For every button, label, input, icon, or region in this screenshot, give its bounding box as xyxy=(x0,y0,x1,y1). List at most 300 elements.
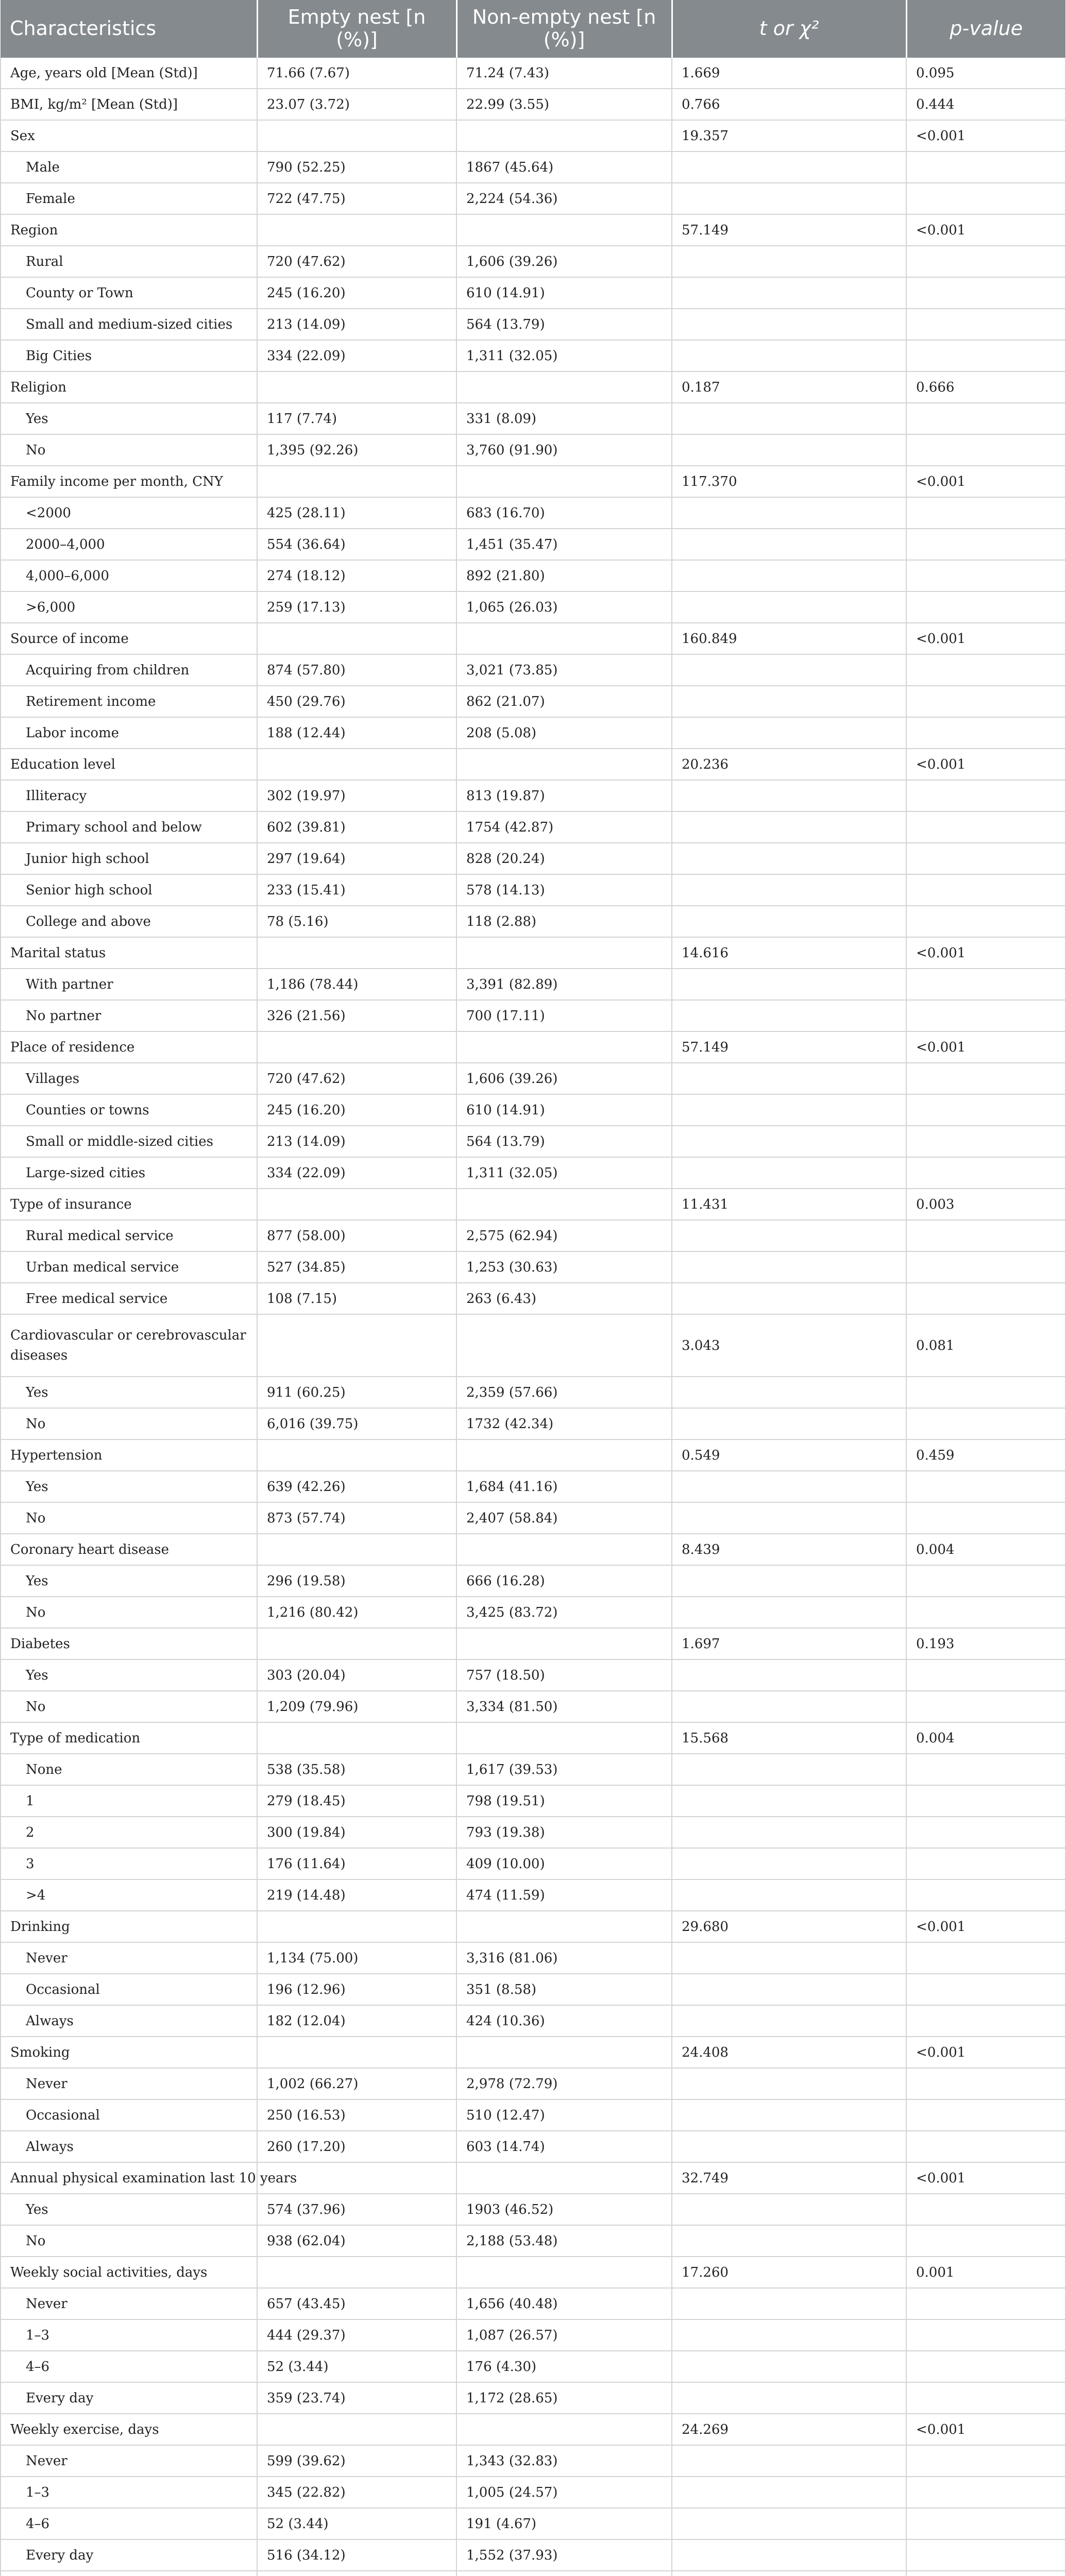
non-empty-nest-cell xyxy=(456,1534,672,1565)
table-subrow xyxy=(1,1848,1065,1879)
statistic-cell xyxy=(672,1157,906,1189)
table-subrow xyxy=(1,2068,1065,2099)
statistic-cell: 8.439 xyxy=(672,1534,906,1565)
table-subrow xyxy=(1,1094,1065,1126)
p-value-cell xyxy=(906,1408,1065,1439)
characteristic-cell: Source of income xyxy=(1,623,257,654)
table-subrow xyxy=(1,1126,1065,1157)
statistic-cell xyxy=(672,780,906,811)
characteristic-cell: Sex xyxy=(1,120,257,151)
characteristic-cell: Never xyxy=(1,2445,257,2477)
table-subrow xyxy=(1,1785,1065,1817)
characteristic-cell: >6,000 xyxy=(1,591,257,623)
statistic-cell: 57.149 xyxy=(672,214,906,246)
empty-nest-cell: 1,186 (78.44) xyxy=(257,969,456,1000)
empty-nest-cell: 334 (22.09) xyxy=(257,340,456,371)
p-value-cell xyxy=(906,340,1065,371)
table-subrow xyxy=(1,2539,1065,2571)
table-subrow xyxy=(1,906,1065,937)
non-empty-nest-cell: 1867 (45.64) xyxy=(456,151,672,183)
characteristic-cell: Counties or towns xyxy=(1,1094,257,1126)
characteristic-cell: Illiteracy xyxy=(1,780,257,811)
characteristic-cell: 4,000–6,000 xyxy=(1,560,257,591)
p-value-cell xyxy=(906,2477,1065,2508)
characteristic-cell: Never xyxy=(1,2068,257,2099)
non-empty-nest-cell xyxy=(456,2571,672,2576)
characteristic-cell: 1 xyxy=(1,1785,257,1817)
p-value-cell: <0.001 xyxy=(906,1031,1065,1063)
table-subrow xyxy=(1,780,1065,811)
characteristic-cell: No xyxy=(1,2225,257,2257)
table-category-row xyxy=(1,623,1065,654)
non-empty-nest-cell: 793 (19.38) xyxy=(456,1817,672,1848)
characteristic-cell: Free medical service xyxy=(1,1283,257,1314)
characteristic-cell: Always xyxy=(1,2131,257,2162)
statistic-cell xyxy=(672,2068,906,2099)
table-subrow xyxy=(1,497,1065,529)
characteristic-cell xyxy=(1,2571,257,2576)
table-subrow xyxy=(1,560,1065,591)
non-empty-nest-cell: 610 (14.91) xyxy=(456,1094,672,1126)
non-empty-nest-cell: 813 (19.87) xyxy=(456,780,672,811)
empty-nest-cell: 874 (57.80) xyxy=(257,654,456,686)
table-subrow xyxy=(1,654,1065,686)
empty-nest-cell: 302 (19.97) xyxy=(257,780,456,811)
p-value-cell: <0.001 xyxy=(906,2414,1065,2445)
table-subrow xyxy=(1,1220,1065,1251)
table-subrow xyxy=(1,246,1065,277)
characteristic-cell: Always xyxy=(1,2005,257,2037)
table-subrow xyxy=(1,1817,1065,1848)
non-empty-nest-cell: 1,684 (41.16) xyxy=(456,1471,672,1502)
statistic-cell xyxy=(672,2319,906,2351)
empty-nest-cell xyxy=(257,1189,456,1220)
empty-nest-cell xyxy=(257,466,456,497)
non-empty-nest-cell: 862 (21.07) xyxy=(456,686,672,717)
characteristic-cell: Yes xyxy=(1,1565,257,1597)
non-empty-nest-cell: 1,451 (35.47) xyxy=(456,529,672,560)
characteristic-cell: 3 xyxy=(1,1848,257,1879)
statistic-cell xyxy=(672,1126,906,1157)
characteristic-cell: Small and medium-sized cities xyxy=(1,309,257,340)
empty-nest-cell: 516 (34.12) xyxy=(257,2539,456,2571)
empty-nest-cell: 538 (35.58) xyxy=(257,1754,456,1785)
empty-nest-cell xyxy=(257,2414,456,2445)
characteristic-cell: Every day xyxy=(1,2539,257,2571)
statistic-cell: 17.260 xyxy=(672,2257,906,2288)
characteristic-cell: College and above xyxy=(1,906,257,937)
statistic-cell xyxy=(672,2539,906,2571)
table-subrow xyxy=(1,2319,1065,2351)
p-value-cell xyxy=(906,1659,1065,1691)
p-value-cell xyxy=(906,2508,1065,2539)
non-empty-nest-cell: 1,656 (40.48) xyxy=(456,2288,672,2319)
non-empty-nest-cell xyxy=(456,749,672,780)
statistic-cell xyxy=(672,2351,906,2382)
empty-nest-cell xyxy=(257,1722,456,1754)
empty-nest-cell: 574 (37.96) xyxy=(257,2194,456,2225)
table-category-row xyxy=(1,1189,1065,1220)
characteristic-cell: Female xyxy=(1,183,257,214)
p-value-cell: <0.001 xyxy=(906,2037,1065,2068)
table-subrow xyxy=(1,2131,1065,2162)
characteristic-cell: Religion xyxy=(1,371,257,403)
p-value-cell xyxy=(906,591,1065,623)
p-value-cell xyxy=(906,1220,1065,1251)
non-empty-nest-cell: 1,343 (32.83) xyxy=(456,2445,672,2477)
empty-nest-cell: 52 (3.44) xyxy=(257,2351,456,2382)
table-subrow xyxy=(1,2382,1065,2414)
statistic-cell xyxy=(672,654,906,686)
table-category-row xyxy=(1,2162,1065,2194)
empty-nest-cell xyxy=(257,1439,456,1471)
empty-nest-cell: 23.07 (3.72) xyxy=(257,89,456,120)
statistic-cell xyxy=(672,969,906,1000)
p-value-cell xyxy=(906,1597,1065,1628)
characteristic-cell: Yes xyxy=(1,1659,257,1691)
statistic-cell xyxy=(672,183,906,214)
characteristic-cell: Occasional xyxy=(1,2099,257,2131)
characteristic-cell: Yes xyxy=(1,1471,257,1502)
characteristic-cell: <2000 xyxy=(1,497,257,529)
empty-nest-cell: 326 (21.56) xyxy=(257,1000,456,1031)
empty-nest-cell: 599 (39.62) xyxy=(257,2445,456,2477)
non-empty-nest-cell xyxy=(456,1031,672,1063)
statistic-cell: 15.568 xyxy=(672,1722,906,1754)
characteristic-cell: Primary school and below xyxy=(1,811,257,843)
non-empty-nest-cell: 2,978 (72.79) xyxy=(456,2068,672,2099)
table-category-row xyxy=(1,214,1065,246)
p-value-cell: 0.081 xyxy=(906,1314,1065,1377)
table-category-row xyxy=(1,1722,1065,1754)
statistic-cell xyxy=(672,1817,906,1848)
table-header xyxy=(1,0,1065,58)
statistic-cell: 117.370 xyxy=(672,466,906,497)
p-value-cell: 0.003 xyxy=(906,1189,1065,1220)
non-empty-nest-cell xyxy=(456,1628,672,1659)
empty-nest-cell: 602 (39.81) xyxy=(257,811,456,843)
statistic-cell xyxy=(672,2477,906,2508)
statistic-cell: 32.749 xyxy=(672,2162,906,2194)
non-empty-nest-cell: 118 (2.88) xyxy=(456,906,672,937)
non-empty-nest-cell: 1,311 (32.05) xyxy=(456,340,672,371)
non-empty-nest-cell: 892 (21.80) xyxy=(456,560,672,591)
empty-nest-cell xyxy=(257,2571,456,2576)
p-value-cell xyxy=(906,906,1065,937)
characteristic-cell: No xyxy=(1,1691,257,1722)
non-empty-nest-cell xyxy=(456,2257,672,2288)
characteristic-cell: 1–3 xyxy=(1,2477,257,2508)
characteristic-cell: Junior high school xyxy=(1,843,257,874)
table-subrow xyxy=(1,2477,1065,2508)
p-value-cell xyxy=(906,2068,1065,2099)
characteristic-cell: Region xyxy=(1,214,257,246)
characteristic-cell: Urban medical service xyxy=(1,1251,257,1283)
non-empty-nest-cell xyxy=(456,120,672,151)
p-value-cell xyxy=(906,1377,1065,1408)
table-category-row xyxy=(1,1031,1065,1063)
table-subrow xyxy=(1,1942,1065,1974)
non-empty-nest-cell xyxy=(456,937,672,969)
empty-nest-cell: 877 (58.00) xyxy=(257,1220,456,1251)
p-value-cell: 0.193 xyxy=(906,1628,1065,1659)
characteristic-cell: No xyxy=(1,1502,257,1534)
characteristic-cell: Never xyxy=(1,1942,257,1974)
empty-nest-cell: 444 (29.37) xyxy=(257,2319,456,2351)
statistic-cell xyxy=(672,309,906,340)
statistic-cell xyxy=(672,1659,906,1691)
p-value-cell: <0.001 xyxy=(906,749,1065,780)
p-value-cell xyxy=(906,403,1065,434)
empty-nest-cell: 873 (57.74) xyxy=(257,1502,456,1534)
empty-nest-cell: 274 (18.12) xyxy=(257,560,456,591)
p-value-cell xyxy=(906,717,1065,749)
non-empty-nest-cell: 757 (18.50) xyxy=(456,1659,672,1691)
characteristic-cell: Type of medication xyxy=(1,1722,257,1754)
table-subrow xyxy=(1,1377,1065,1408)
non-empty-nest-cell: 1903 (46.52) xyxy=(456,2194,672,2225)
table-subrow xyxy=(1,843,1065,874)
p-value-cell xyxy=(906,1879,1065,1911)
p-value-cell xyxy=(906,434,1065,466)
p-value-cell xyxy=(906,2288,1065,2319)
p-value-cell xyxy=(906,1817,1065,1848)
non-empty-nest-cell: 1,253 (30.63) xyxy=(456,1251,672,1283)
table-subrow xyxy=(1,2445,1065,2477)
table-subrow xyxy=(1,1597,1065,1628)
empty-nest-cell: 345 (22.82) xyxy=(257,2477,456,2508)
p-value-cell xyxy=(906,2571,1065,2576)
statistic-cell: 29.680 xyxy=(672,1911,906,1942)
p-value-cell: 0.444 xyxy=(906,89,1065,120)
statistic-cell xyxy=(672,906,906,937)
non-empty-nest-cell: 700 (17.11) xyxy=(456,1000,672,1031)
characteristic-cell: No xyxy=(1,1597,257,1628)
statistic-cell: 24.408 xyxy=(672,2037,906,2068)
statistic-cell xyxy=(672,2099,906,2131)
statistic-cell xyxy=(672,497,906,529)
p-value-cell xyxy=(906,277,1065,309)
statistic-cell xyxy=(672,1220,906,1251)
empty-nest-cell xyxy=(257,2257,456,2288)
statistic-cell xyxy=(672,1879,906,1911)
non-empty-nest-cell: 1,552 (37.93) xyxy=(456,2539,672,2571)
table-category-row xyxy=(1,937,1065,969)
empty-nest-cell: 1,395 (92.26) xyxy=(257,434,456,466)
table-subrow xyxy=(1,277,1065,309)
statistic-cell xyxy=(672,2288,906,2319)
empty-nest-cell xyxy=(257,1534,456,1565)
empty-nest-cell: 720 (47.62) xyxy=(257,1063,456,1094)
header-characteristics: Characteristics xyxy=(1,0,257,58)
statistic-cell xyxy=(672,151,906,183)
non-empty-nest-cell: 610 (14.91) xyxy=(456,277,672,309)
p-value-cell xyxy=(906,1094,1065,1126)
p-value-cell xyxy=(906,1283,1065,1314)
p-value-cell: <0.001 xyxy=(906,937,1065,969)
characteristic-cell: Education level xyxy=(1,749,257,780)
empty-nest-cell: 296 (19.58) xyxy=(257,1565,456,1597)
empty-nest-cell: 722 (47.75) xyxy=(257,183,456,214)
characteristic-cell: Diabetes xyxy=(1,1628,257,1659)
statistic-cell xyxy=(672,811,906,843)
characteristic-cell: Yes xyxy=(1,403,257,434)
empty-nest-cell: 1,002 (66.27) xyxy=(257,2068,456,2099)
empty-nest-cell: 52 (3.44) xyxy=(257,2508,456,2539)
table-subrow xyxy=(1,1251,1065,1283)
characteristic-cell: Weekly social activities, days xyxy=(1,2257,257,2288)
statistic-cell xyxy=(672,2131,906,2162)
characteristic-cell: Senior high school xyxy=(1,874,257,906)
p-value-cell xyxy=(906,654,1065,686)
empty-nest-cell: 720 (47.62) xyxy=(257,246,456,277)
p-value-cell xyxy=(906,780,1065,811)
p-value-cell: 0.001 xyxy=(906,2257,1065,2288)
non-empty-nest-cell: 3,425 (83.72) xyxy=(456,1597,672,1628)
empty-nest-cell: 657 (43.45) xyxy=(257,2288,456,2319)
empty-nest-cell: 213 (14.09) xyxy=(257,309,456,340)
p-value-cell xyxy=(906,2382,1065,2414)
p-value-cell: <0.001 xyxy=(906,2162,1065,2194)
characteristic-cell: Large-sized cities xyxy=(1,1157,257,1189)
non-empty-nest-cell: 176 (4.30) xyxy=(456,2351,672,2382)
characteristic-cell: Smoking xyxy=(1,2037,257,2068)
characteristic-cell: Type of insurance xyxy=(1,1189,257,1220)
empty-nest-cell: 1,209 (79.96) xyxy=(257,1691,456,1722)
table-subrow xyxy=(1,2194,1065,2225)
empty-nest-cell xyxy=(257,1628,456,1659)
non-empty-nest-cell: 666 (16.28) xyxy=(456,1565,672,1597)
header-empty-nest: Empty nest [n (%)] xyxy=(257,0,456,58)
statistic-cell xyxy=(672,1471,906,1502)
characteristic-cell: County or Town xyxy=(1,277,257,309)
non-empty-nest-cell: 1,311 (32.05) xyxy=(456,1157,672,1189)
statistic-cell xyxy=(672,1502,906,1534)
statistic-cell xyxy=(672,2382,906,2414)
non-empty-nest-cell: 2,575 (62.94) xyxy=(456,1220,672,1251)
statistic-cell: 11.431 xyxy=(672,1189,906,1220)
non-empty-nest-cell: 564 (13.79) xyxy=(456,309,672,340)
p-value-cell xyxy=(906,1691,1065,1722)
non-empty-nest-cell: 1,065 (26.03) xyxy=(456,591,672,623)
table-subrow xyxy=(1,183,1065,214)
p-value-cell xyxy=(906,1974,1065,2005)
empty-nest-cell xyxy=(257,371,456,403)
statistic-cell xyxy=(672,2571,906,2576)
p-value-cell: 0.459 xyxy=(906,1439,1065,1471)
characteristic-cell: Family income per month, CNY xyxy=(1,466,257,497)
characteristic-cell: 2 xyxy=(1,1817,257,1848)
table-subrow xyxy=(1,529,1065,560)
statistic-cell xyxy=(672,1408,906,1439)
table-subrow xyxy=(1,434,1065,466)
empty-nest-cell: 425 (28.11) xyxy=(257,497,456,529)
statistic-cell xyxy=(672,1691,906,1722)
statistic-cell xyxy=(672,560,906,591)
characteristic-cell: Hypertension xyxy=(1,1439,257,1471)
empty-nest-cell xyxy=(257,1911,456,1942)
header-p-value xyxy=(906,0,1065,58)
statistic-cell: 57.149 xyxy=(672,1031,906,1063)
statistic-cell: 3.043 xyxy=(672,1314,906,1377)
non-empty-nest-cell xyxy=(456,2037,672,2068)
p-value-cell: <0.001 xyxy=(906,120,1065,151)
characteristic-cell: Big Cities xyxy=(1,340,257,371)
non-empty-nest-cell: 798 (19.51) xyxy=(456,1785,672,1817)
empty-nest-cell: 196 (12.96) xyxy=(257,1974,456,2005)
statistic-cell xyxy=(672,434,906,466)
table-category-row xyxy=(1,749,1065,780)
characteristic-cell: 1–3 xyxy=(1,2319,257,2351)
p-value-cell xyxy=(906,2099,1065,2131)
table-subrow xyxy=(1,340,1065,371)
table-subrow xyxy=(1,811,1065,843)
p-value-cell xyxy=(906,309,1065,340)
statistic-cell: 160.849 xyxy=(672,623,906,654)
p-value-cell: 0.666 xyxy=(906,371,1065,403)
characteristic-cell: 4–6 xyxy=(1,2351,257,2382)
statistic-cell xyxy=(672,686,906,717)
characteristic-cell: Age, years old [Mean (Std)] xyxy=(1,58,257,89)
empty-nest-cell: 300 (19.84) xyxy=(257,1817,456,1848)
table-subrow xyxy=(1,1659,1065,1691)
statistic-cell: 0.766 xyxy=(672,89,906,120)
non-empty-nest-cell xyxy=(456,1439,672,1471)
header-statistic-text: t or χ² xyxy=(759,17,819,40)
p-value-cell xyxy=(906,1942,1065,1974)
non-empty-nest-cell: 331 (8.09) xyxy=(456,403,672,434)
empty-nest-cell: 1,134 (75.00) xyxy=(257,1942,456,1974)
p-value-cell xyxy=(906,2351,1065,2382)
table-subrow xyxy=(1,2508,1065,2539)
table-subrow xyxy=(1,403,1065,434)
empty-nest-cell: 938 (62.04) xyxy=(257,2225,456,2257)
p-value-cell: 0.004 xyxy=(906,1534,1065,1565)
empty-nest-cell: 279 (18.45) xyxy=(257,1785,456,1817)
p-value-cell xyxy=(906,1848,1065,1879)
table-category-row xyxy=(1,2037,1065,2068)
non-empty-nest-cell: 1,172 (28.65) xyxy=(456,2382,672,2414)
table-subrow xyxy=(1,591,1065,623)
statistic-cell xyxy=(672,717,906,749)
non-empty-nest-cell: 2,359 (57.66) xyxy=(456,1377,672,1408)
non-empty-nest-cell: 2,407 (58.84) xyxy=(456,1502,672,1534)
table-subrow xyxy=(1,1000,1065,1031)
non-empty-nest-cell: 1,606 (39.26) xyxy=(456,1063,672,1094)
p-value-cell xyxy=(906,811,1065,843)
table-subrow xyxy=(1,874,1065,906)
p-value-cell: 0.004 xyxy=(906,1722,1065,1754)
statistic-cell xyxy=(672,1754,906,1785)
statistic-cell xyxy=(672,1597,906,1628)
characteristic-cell: Small or middle-sized cities xyxy=(1,1126,257,1157)
non-empty-nest-cell: 3,021 (73.85) xyxy=(456,654,672,686)
table-subrow xyxy=(1,1063,1065,1094)
non-empty-nest-cell xyxy=(456,1911,672,1942)
p-value-cell xyxy=(906,843,1065,874)
non-empty-nest-cell xyxy=(456,214,672,246)
p-value-cell xyxy=(906,874,1065,906)
table-subrow xyxy=(1,717,1065,749)
characteristic-cell: Rural medical service xyxy=(1,1220,257,1251)
empty-nest-cell xyxy=(257,1314,456,1377)
statistic-cell xyxy=(672,1377,906,1408)
p-value-cell xyxy=(906,1157,1065,1189)
empty-nest-cell: 297 (19.64) xyxy=(257,843,456,874)
empty-nest-cell: 219 (14.48) xyxy=(257,1879,456,1911)
characteristic-cell: Every day xyxy=(1,2382,257,2414)
statistic-cell: 20.236 xyxy=(672,749,906,780)
